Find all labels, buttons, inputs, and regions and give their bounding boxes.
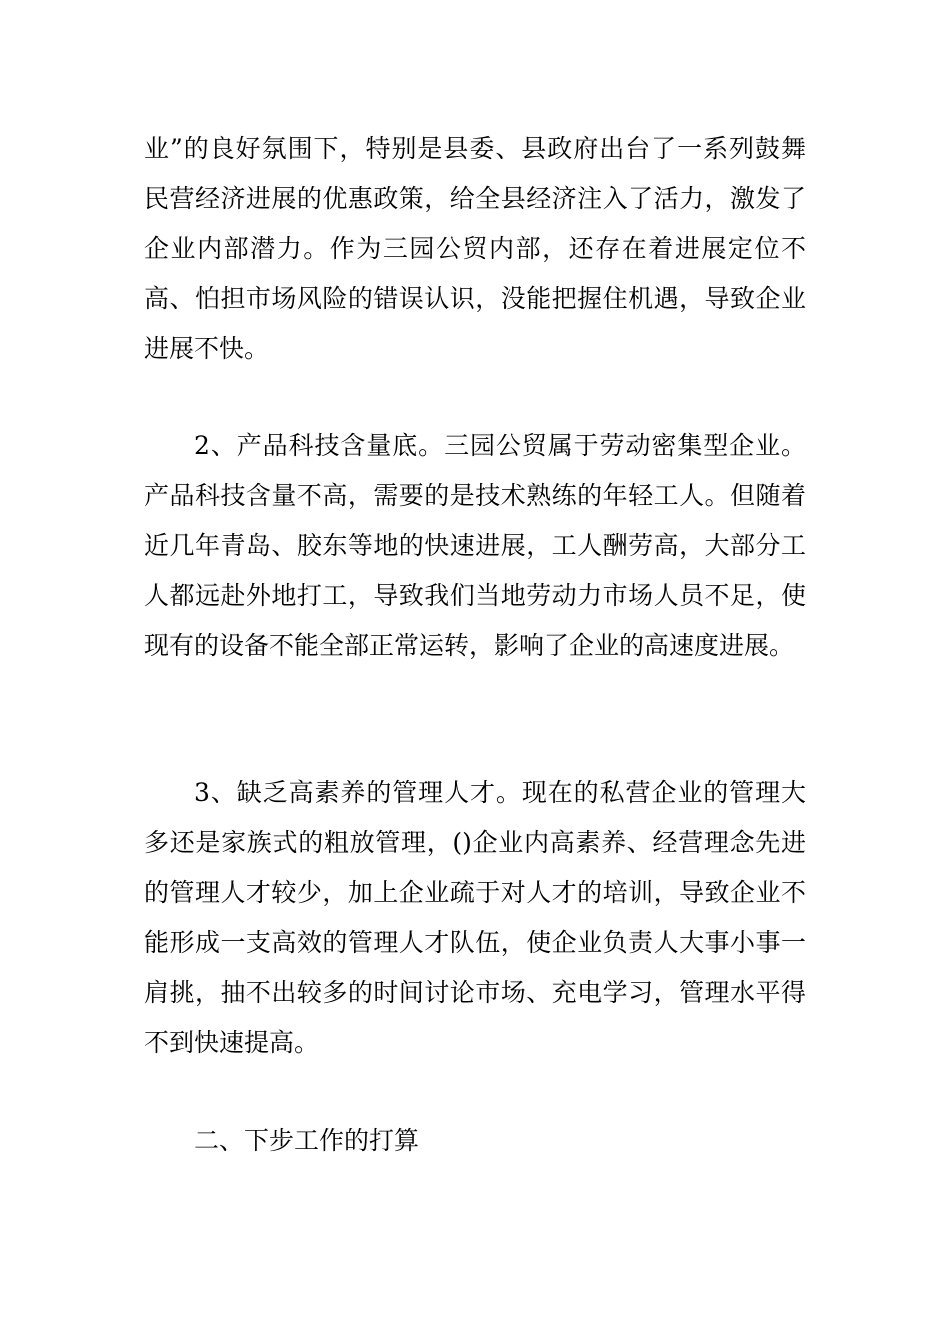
paragraph-point-3: 3、缺乏高素养的管理人才。现在的私营企业的管理大多还是家族式的粗放管理，()企业内高素养、经营理念先进的管理人才较少，加上企业疏于对人才的培训，导致企业不能形成一支高效的管理人才队伍，使企业负责人大事小事一肩挑，抽不出较多的时间讨论市场、充电学习，管理水平得不到快速提高。 [144, 778, 806, 1057]
paragraph-point-2: 2、产品科技含量底。三园公贸属于劳动密集型企业。产品科技含量不高，需要的是技术熟练的年轻工人。但随着近几年青岛、胶东等地的快速进展，工人酬劳高，大部分工人都远赴外地打工，导致我们当地劳动力市场人员不足，使现有的设备不能全部正常运转，影响了企业的高速度进展。 [144, 431, 806, 660]
paragraph-continuation: 业”的良好氛围下，特别是县委、县政府出台了一系列鼓舞民营经济进展的优惠政策，给全县经济注入了活力，激发了企业内部潜力。作为三园公贸内部，还存在着进展定位不高、怕担市场风险的错误认识，没能把握住机遇，导致企业进展不快。 [144, 134, 806, 363]
section-heading-next-steps: 二、下步工作的打算 [194, 1126, 420, 1155]
